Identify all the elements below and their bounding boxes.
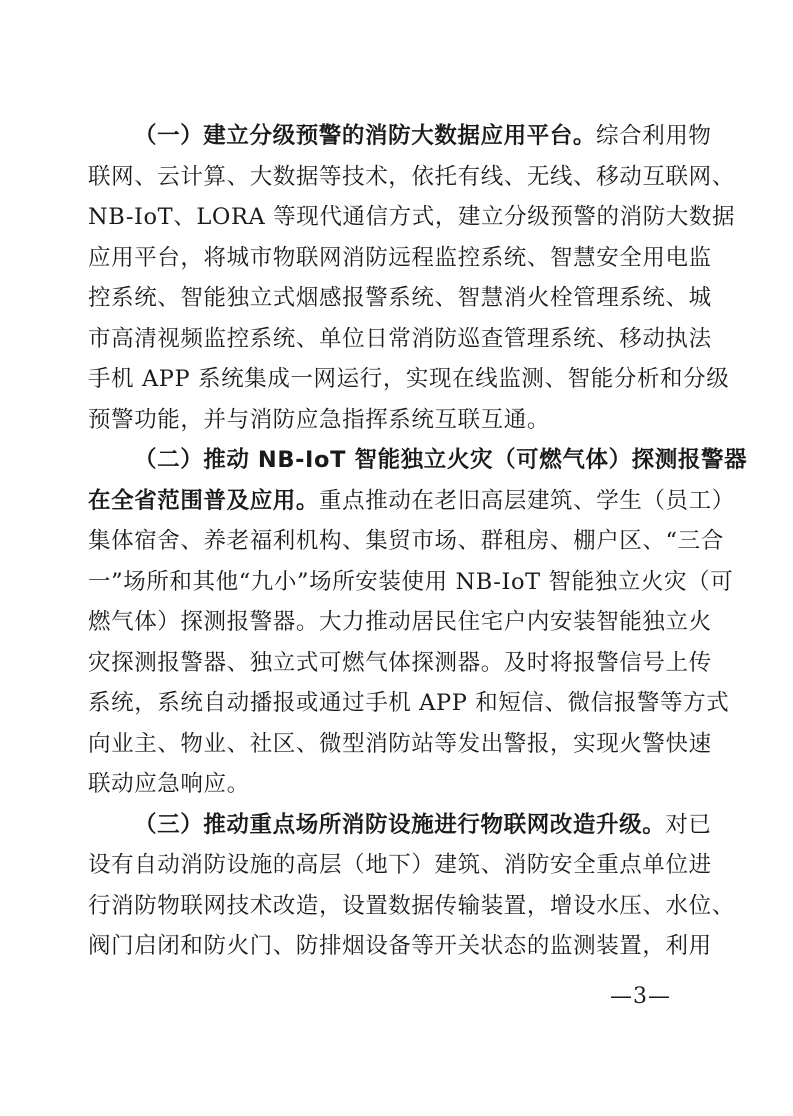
paragraph-line: 一”场所和其他“九小”场所安装使用 NB-IoT 智能独立火灾（可 [88, 569, 734, 595]
paragraph-line: 阀门启闭和防火门、防排烟设备等开关状态的监测装置，利用 [88, 933, 712, 959]
paragraph-line: 灾探测报警器、独立式可燃气体探测器。及时将报警信号上传 [88, 650, 712, 676]
paragraph-line: 向业主、物业、社区、微型消防站等发出警报，实现火警快速 [88, 731, 712, 757]
paragraph-line: 行消防物联网技术改造，设置数据传输装置，增设水压、水位、 [88, 893, 735, 919]
section-2-text: 重点推动在老旧高层建筑、学生（员工） [319, 488, 735, 514]
section-2-heading-line-2: 在全省范围普及应用。 [88, 488, 320, 514]
section-3-heading: （三）推动重点场所消防设施进行物联网改造升级。 [134, 812, 666, 838]
paragraph-line: 系统，系统自动播报或通过手机 APP 和短信、微信报警等方式 [88, 690, 730, 716]
paragraph-line: 集体宿舍、养老福利机构、集贸市场、群租房、棚户区、“三合 [88, 528, 724, 554]
section-3-text: 对已 [665, 812, 712, 838]
paragraph-line: NB-IoT、LORA 等现代通信方式，建立分级预警的消防大数据 [88, 204, 736, 230]
section-1-line-1 [134, 118, 712, 154]
paragraph-line: 预警功能，并与消防应急指挥系统互联互通。 [88, 407, 551, 433]
paragraph-line: 市高清视频监控系统、单位日常消防巡查管理系统、移动执法 [88, 326, 712, 352]
paragraph-line: 应用平台，将城市物联网消防远程监控系统、智慧安全用电监 [88, 245, 712, 271]
section-3-line-1 [134, 807, 712, 843]
section-1-heading: （一）建立分级预警的消防大数据应用平台。 [134, 123, 597, 149]
paragraph-line: 设有自动消防设施的高层（地下）建筑、消防安全重点单位进 [88, 852, 712, 878]
paragraph-line: 联网、云计算、大数据等技术，依托有线、无线、移动互联网、 [88, 164, 735, 190]
page-number: —3— [610, 984, 671, 1009]
paragraph-line: 控系统、智能独立式烟感报警系统、智慧消火栓管理系统、城 [88, 285, 712, 311]
section-2-heading-line-1: （二）推动 NB-IoT 智能独立火灾（可燃气体）探测报警器 [134, 447, 748, 473]
paragraph-line: 联动应急响应。 [88, 771, 250, 797]
paragraph-line: 燃气体）探测报警器。大力推动居民住宅户内安装智能独立火 [88, 609, 712, 635]
paragraph-line: 手机 APP 系统集成一网运行，实现在线监测、智能分析和分级 [88, 366, 730, 392]
section-1-text: 综合利用物 [596, 123, 712, 149]
section-2-line-2 [88, 483, 735, 519]
